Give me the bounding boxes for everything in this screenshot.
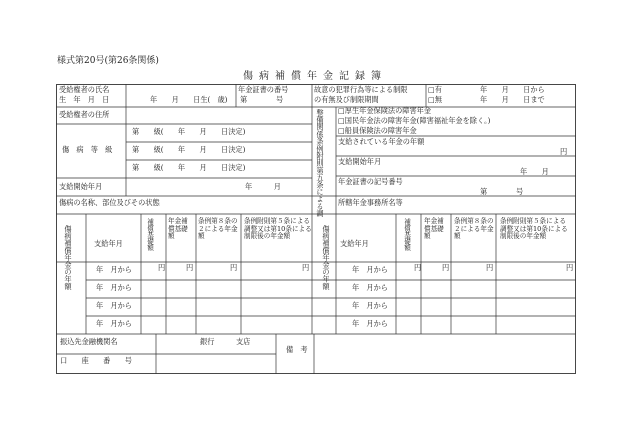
grade-row-2: 第 級( 年 月 日決定) [132, 145, 246, 154]
right-row-3-month: 年 月から [352, 301, 388, 310]
right-yen-3: 円 [486, 263, 494, 272]
restriction-yes-value: 年 月 日から [480, 85, 545, 94]
right-yen-4: 円 [566, 263, 574, 272]
left-row-3-month: 年 月から [96, 301, 132, 310]
pension-no-value: 第 号 [480, 187, 524, 196]
form-number: 様式第20号(第26条関係) [57, 56, 159, 66]
restriction-no: □無 [428, 95, 442, 104]
pension-header-base-right: 補償基礎額 [402, 218, 411, 251]
paid-start-label: 支給開始年月 [338, 157, 382, 166]
left-yen-2: 円 [186, 263, 194, 272]
pension-side-label-right: 傷病補償年金の年額 [322, 225, 331, 290]
left-yen-4: 円 [302, 263, 310, 272]
grade-label: 傷 病 等 級 [62, 145, 113, 154]
restriction-label-1: 故意の犯罪行為等による制限 [314, 85, 408, 94]
adjust-item-1: □厚生年金保険法の障害年金 [338, 106, 432, 115]
recipient-name-label: 受給権者の氏名 [59, 85, 110, 94]
pension-side-label-left: 傷病補償年金の年額 [64, 225, 73, 290]
start-label: 支給開始年月 [59, 182, 103, 191]
pension-header-month-left: 支給年月 [94, 239, 123, 248]
grade-row-1: 第 級( 年 月 日決定) [132, 127, 246, 136]
cert-no-value: 第 号 [240, 95, 284, 104]
right-yen-2: 円 [442, 263, 450, 272]
pension-header-annual-base-right: 年金補償基礎額 [424, 217, 444, 241]
account-label: 口 座 番 号 [60, 356, 132, 365]
left-yen-3: 円 [230, 263, 238, 272]
left-row-4-month: 年 月から [96, 319, 132, 328]
pension-header-adjusted-right: 条例附則第５条による調整又は第10条による制限後の年金額 [500, 217, 568, 241]
right-yen-1: 円 [414, 263, 422, 272]
adjust-item-2: □国民年金法の障害年金(障害福祉年金を除く。) [338, 116, 491, 125]
address-label: 受給権者の住所 [59, 110, 110, 119]
restriction-label-2: の有無及び制限期間 [314, 95, 379, 104]
right-row-1-month: 年 月から [352, 265, 388, 274]
grade-row-3: 第 級( 年 月 日決定) [132, 163, 246, 172]
pension-header-month-right: 支給年月 [340, 239, 369, 248]
pension-header-adjusted-left: 条例附則第５条による調整又は第10条による制限後の年金額 [244, 217, 312, 241]
left-row-2-month: 年 月から [96, 283, 132, 292]
office-label: 所轄年金事務所名等 [338, 198, 403, 207]
bank-value: 銀行 支店 [200, 337, 251, 346]
birth-label: 生 年 月 日 [59, 95, 110, 104]
left-row-1-month: 年 月から [96, 265, 132, 274]
restriction-no-value: 年 月 日まで [480, 95, 545, 104]
adjust-vertical-label: 整備関係条例附則第五条による調 [316, 109, 325, 217]
start-value: 年 月 [245, 182, 281, 191]
page-title: 傷病補償年金記録簿 [243, 71, 387, 82]
right-row-4-month: 年 月から [352, 319, 388, 328]
birth-value: 年 月 日生( 歳) [150, 95, 228, 104]
remarks-label: 備 考 [286, 345, 308, 354]
bank-label: 振込先金融機関名 [60, 337, 118, 346]
right-row-2-month: 年 月から [352, 283, 388, 292]
cert-no-label: 年金証書の番号 [238, 85, 289, 94]
pension-header-article8-left: 条例第８条の２による年金額 [198, 217, 238, 241]
pension-header-article8-right: 条例第８条の２による年金額 [454, 217, 494, 241]
paid-amount-label: 支給されている年金の年額 [338, 137, 425, 146]
injury-label: 傷病の名称、部位及びその状態 [59, 198, 160, 207]
pension-no-label: 年金証書の記号番号 [338, 177, 403, 186]
pension-header-base-left: 補償基礎額 [145, 218, 154, 251]
pension-header-annual-base-left: 年金補償基礎額 [168, 217, 188, 241]
adjust-item-3: □船員保険法の障害年金 [338, 126, 417, 135]
left-yen-1: 円 [158, 263, 166, 272]
paid-start-value: 年 月 [520, 167, 549, 176]
restriction-yes: □有 [428, 85, 442, 94]
paid-amount-unit: 円 [560, 147, 568, 156]
